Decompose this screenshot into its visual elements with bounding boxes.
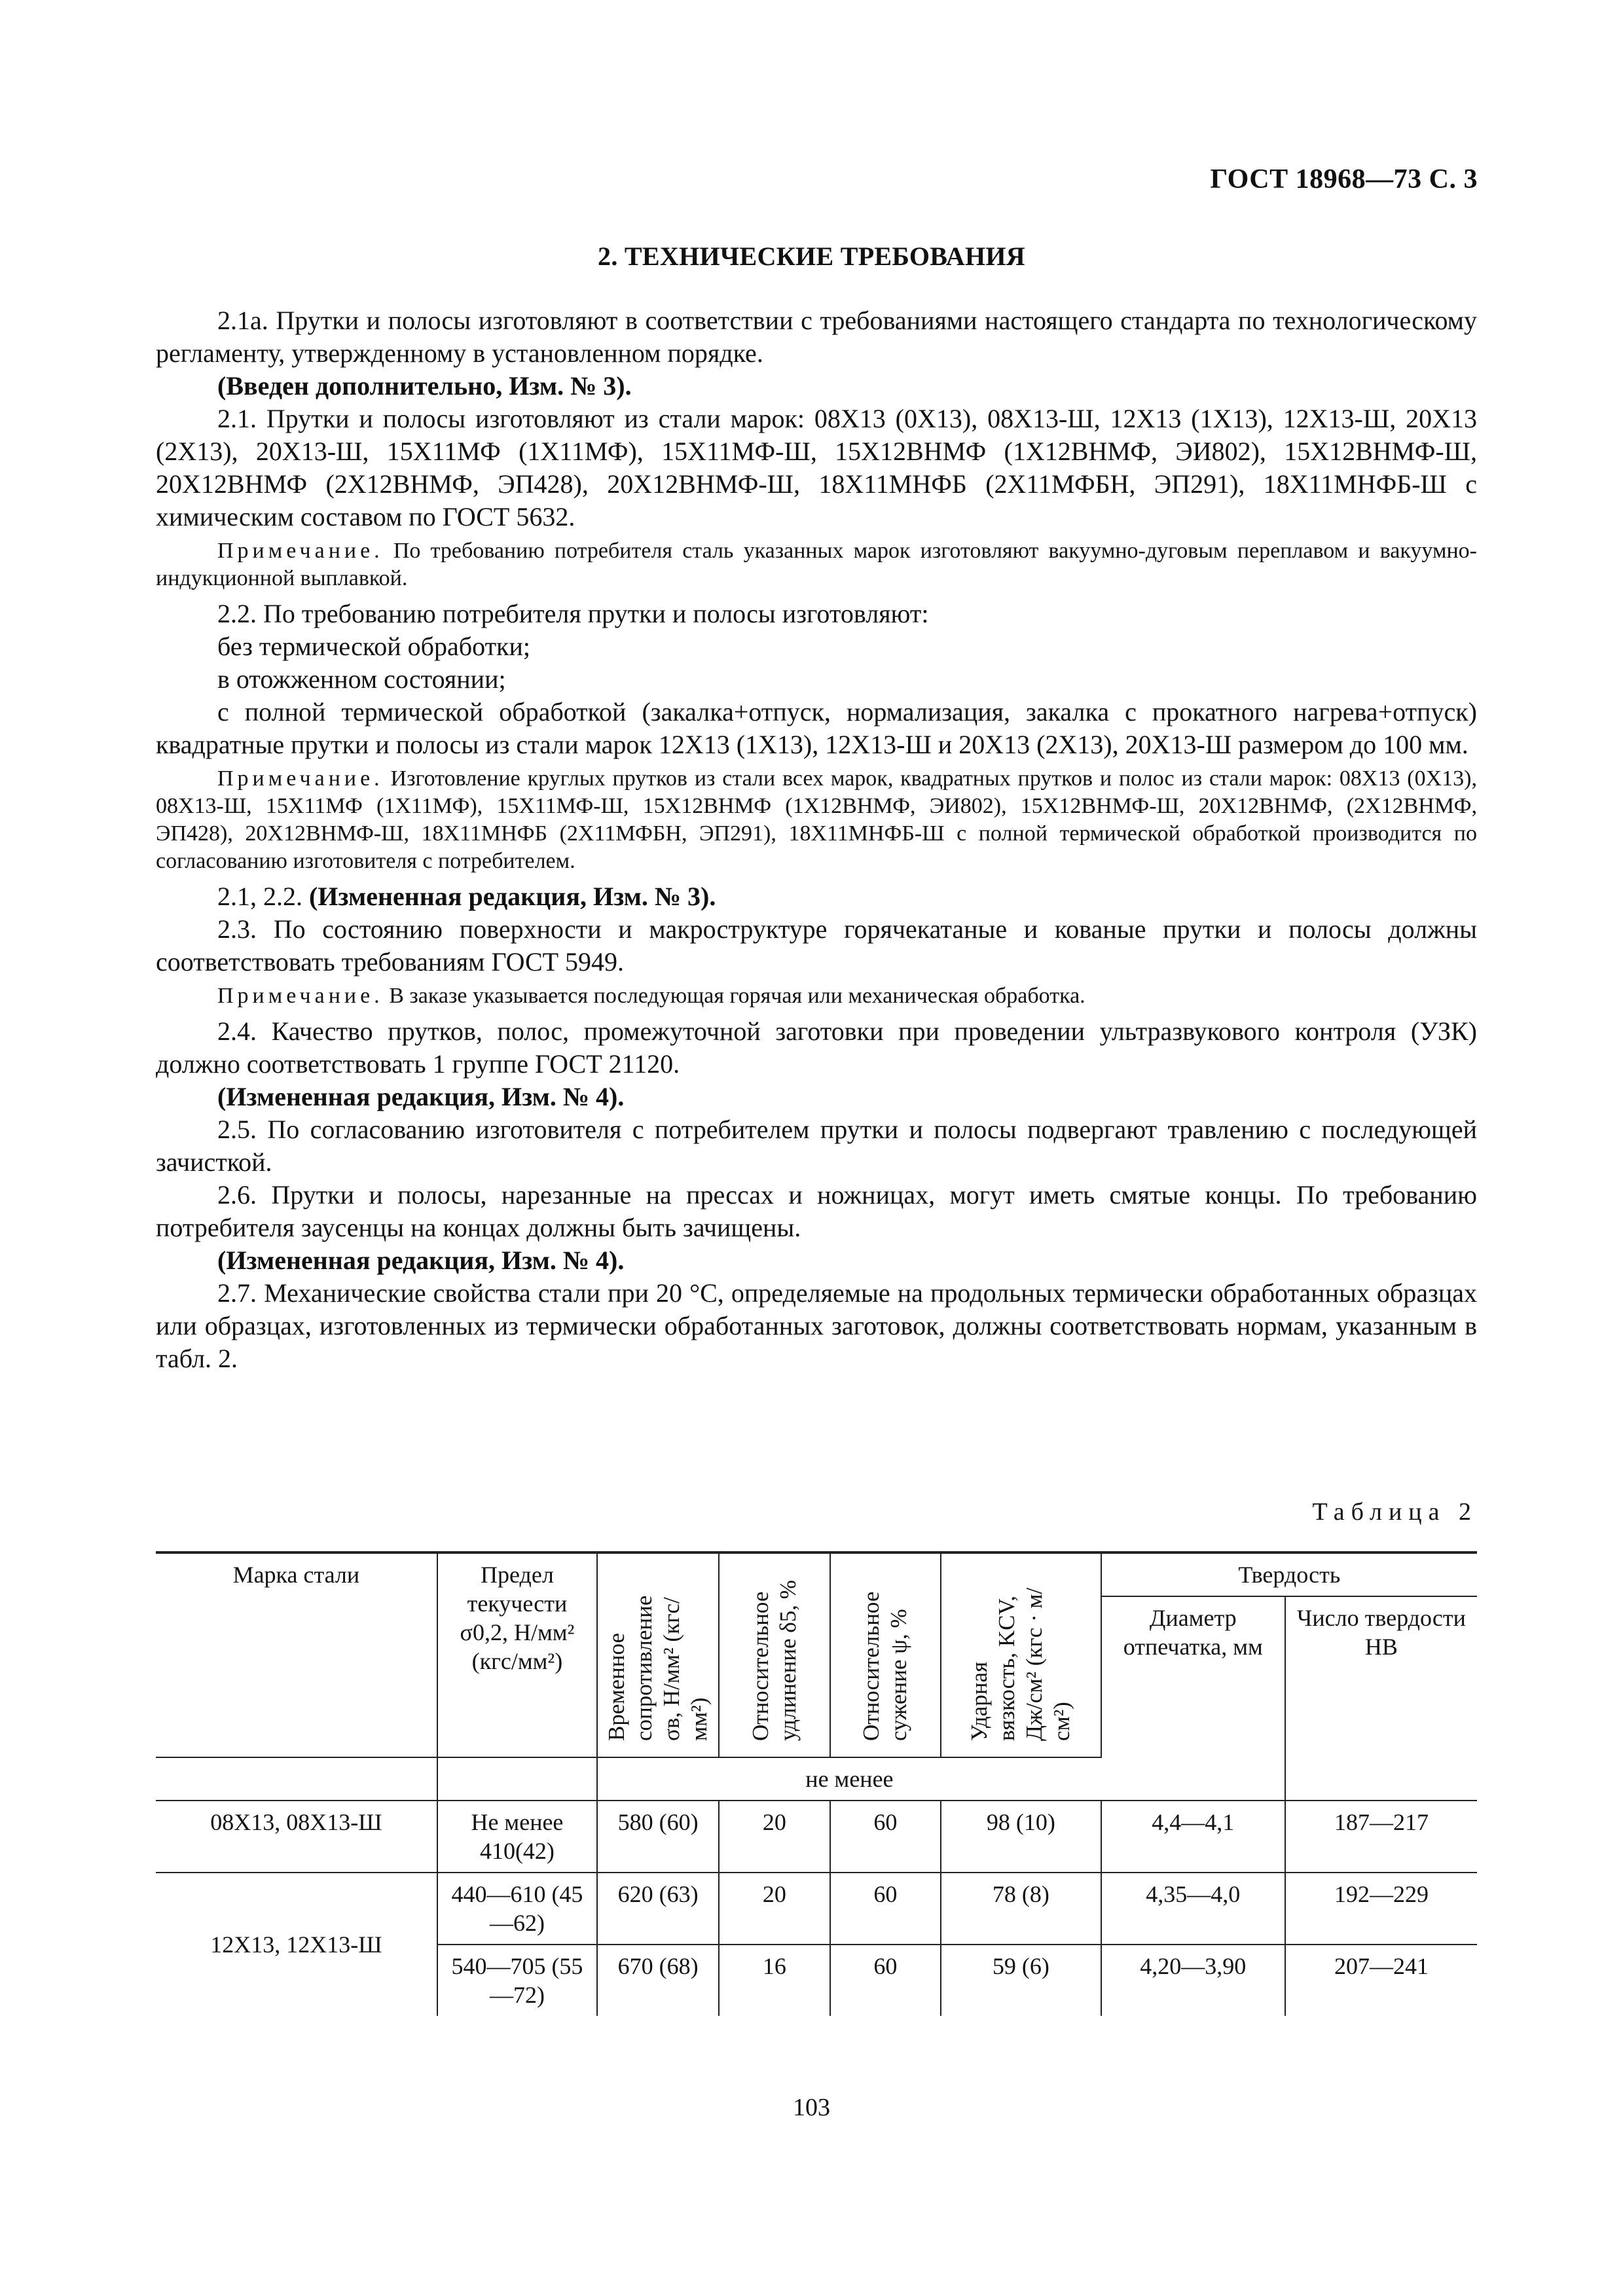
cell-yield: 440—610 (45—62) xyxy=(437,1873,597,1945)
cell-yield: 540—705 (55—72) xyxy=(437,1945,597,2016)
paragraph-2-6: 2.6. Прутки и полосы, нарезанные на прессах и ножницах, могут иметь смятые концы. По требованию потребителя заусенцы на концах должны быть зачищены. xyxy=(156,1180,1477,1242)
cell-grade: 12Х13, 12Х13-Ш xyxy=(156,1873,437,2016)
header-blank-yield xyxy=(437,1757,597,1801)
header-elongation-label: Относительное удлинение δ5, % xyxy=(747,1580,801,1741)
cell-tensile: 620 (63) xyxy=(597,1873,719,1945)
header-elongation xyxy=(719,1552,830,1757)
header-yield: Предел текучести σ0,2, Н/мм² (кгс/мм²) xyxy=(437,1552,597,1757)
cell-imprint: 4,20—3,90 xyxy=(1101,1945,1285,2016)
note-label: Примечание. xyxy=(217,539,384,563)
amendment-text: (Измененная редакция, Изм. № 3). xyxy=(309,882,716,911)
cell-elongation: 20 xyxy=(719,1801,830,1873)
amendment-ref: 2.1, 2.2. xyxy=(217,882,302,911)
paragraph-2-5: 2.5. По согласованию изготовителя с потребителем прутки и полосы подвергают травлению с последующей зачисткой. xyxy=(156,1115,1477,1177)
header-blank-grade xyxy=(156,1757,437,1801)
note-label: Примечание. xyxy=(217,984,384,1008)
section-title: 2. ТЕХНИЧЕСКИЕ ТРЕБОВАНИЯ xyxy=(598,242,1025,271)
cell-imprint: 4,4—4,1 xyxy=(1101,1801,1285,1873)
paragraph-2-2-item-c: с полной термической обработкой (закалка+отпуск, нормализация, закалка с прокатного нагрева+отпуск) квадратные прутки и полосы из стали марок 12Х13 (1Х13), 12Х13-Ш и 20Х13 (2Х13), 20Х13-Ш размером до 100 мм. xyxy=(156,697,1477,759)
note-text: В заказе указывается последующая горячая или механическая обработка. xyxy=(389,984,1085,1008)
header-hardness: Твердость xyxy=(1101,1552,1477,1596)
paragraph-2-2: 2.2. По требованию потребителя прутки и полосы изготовляют: xyxy=(217,599,929,628)
header-grade: Марка стали xyxy=(156,1552,437,1757)
header-reduction-label: Относительное сужение ψ, % xyxy=(858,1591,912,1741)
cell-reduction: 60 xyxy=(830,1873,941,1945)
header-impact xyxy=(941,1552,1101,1757)
note-text: Изготовление круглых прутков из стали всех марок, квадратных прутков и полос из стали марок: 08Х13 (0Х13), 08Х13-Ш, 15Х11МФ (1Х11МФ), 15Х11МФ-Ш, 15Х12ВНМФ (1Х12ВНМФ, ЭИ802), 15Х12ВНМФ-Ш, 20Х12ВНМФ, (2Х12ВНМФ, ЭП428), 20Х12ВНМФ-Ш, 18Х11МНФБ (2Х11МФБН, ЭП291), 18Х11МНФБ-Ш с полной термической обработкой производится по согласованию изготовителя с потребителем. xyxy=(156,766,1478,873)
amendment-note-2-1-2-2 xyxy=(156,880,1477,913)
cell-hb: 192—229 xyxy=(1285,1873,1477,1945)
header-imprint: Диаметр отпечатка, мм xyxy=(1101,1596,1285,1801)
cell-impact: 59 (6) xyxy=(941,1945,1101,2016)
header-impact-label: Ударная вязкость, KCV, Дж/см² (кгс · м/см²) xyxy=(966,1587,1075,1741)
note-1 xyxy=(156,537,1477,592)
paragraph-2-2-item-a: без термической обработки; xyxy=(217,632,531,661)
header-tensile-label: Временное сопротивление σв, Н/мм² (кгс/мм²) xyxy=(604,1595,712,1741)
cell-impact: 98 (10) xyxy=(941,1801,1101,1873)
paragraph-2-1: 2.1. Прутки и полосы изготовляют из стали марок: 08Х13 (0Х13), 08Х13-Ш, 12Х13 (1Х13), 12Х13-Ш, 20Х13 (2Х13), 20Х13-Ш, 15Х11МФ (1Х11МФ), 15Х11МФ-Ш, 15Х12ВНМФ (1Х12ВНМФ, ЭИ802), 15Х12ВНМФ-Ш, 20Х12ВНМФ (2Х12ВНМФ, ЭП428), 20Х12ВНМФ-Ш, 18Х11МНФБ (2Х11МФБН, ЭП291), 18Х11МНФБ-Ш с химическим составом по ГОСТ 5632. xyxy=(156,404,1477,531)
amendment-note-2-1a: (Введен дополнительно, Изм. № 3). xyxy=(217,371,632,401)
cell-yield: Не менее 410(42) xyxy=(437,1801,597,1873)
amendment-note-2-6: (Измененная редакция, Изм. № 4). xyxy=(217,1246,625,1275)
amendment-note-2-4: (Измененная редакция, Изм. № 4). xyxy=(217,1082,625,1111)
table-caption: Таблица 2 xyxy=(1312,1498,1478,1526)
mechanical-properties-table xyxy=(156,1551,1477,2016)
header-hb: Число твердости НВ xyxy=(1285,1596,1477,1801)
cell-elongation: 20 xyxy=(719,1873,830,1945)
cell-reduction: 60 xyxy=(830,1801,941,1873)
cell-elongation: 16 xyxy=(719,1945,830,2016)
cell-hb: 207—241 xyxy=(1285,1945,1477,2016)
paragraph-2-7: 2.7. Механические свойства стали при 20 °С, определяемые на продольных термически обработанных образцах или образцах, изготовленных из термически обработанных заготовок, должны соответствовать нормам, указанным в табл. 2. xyxy=(156,1278,1477,1373)
note-2 xyxy=(156,765,1477,875)
page-number: 103 xyxy=(793,2094,830,2121)
note-label: Примечание. xyxy=(217,766,384,791)
cell-tensile: 580 (60) xyxy=(597,1801,719,1873)
note-3 xyxy=(156,982,1477,1010)
header-min-note: не менее xyxy=(597,1757,1101,1801)
paragraph-2-3: 2.3. По состоянию поверхности и макроструктуре горячекатаные и кованые прутки и полосы должны соответствовать требованиям ГОСТ 5949. xyxy=(156,914,1477,977)
cell-grade: 08Х13, 08Х13-Ш xyxy=(156,1801,437,1873)
cell-imprint: 4,35—4,0 xyxy=(1101,1873,1285,1945)
header-reduction xyxy=(830,1552,941,1757)
body-text xyxy=(156,304,1477,1375)
cell-impact: 78 (8) xyxy=(941,1873,1101,1945)
document-header: ГОСТ 18968—73 С. 3 xyxy=(1210,164,1478,194)
paragraph-2-1a: 2.1а. Прутки и полосы изготовляют в соответствии с требованиями настоящего стандарта по технологическому регламенту, утвержденному в установленном порядке. xyxy=(156,306,1477,368)
paragraph-2-4: 2.4. Качество прутков, полос, промежуточной заготовки при проведении ультразвукового контроля (УЗК) должно соответствовать 1 группе ГОСТ 21120. xyxy=(156,1016,1477,1079)
cell-reduction: 60 xyxy=(830,1945,941,2016)
cell-hb: 187—217 xyxy=(1285,1801,1477,1873)
header-tensile xyxy=(597,1552,719,1757)
note-text: По требованию потребителя сталь указанных марок изготовляют вакуумно-дуговым переплавом и вакуумно-индукционной выплавкой. xyxy=(156,539,1477,590)
cell-tensile: 670 (68) xyxy=(597,1945,719,2016)
paragraph-2-2-item-b: в отожженном состоянии; xyxy=(217,664,506,694)
